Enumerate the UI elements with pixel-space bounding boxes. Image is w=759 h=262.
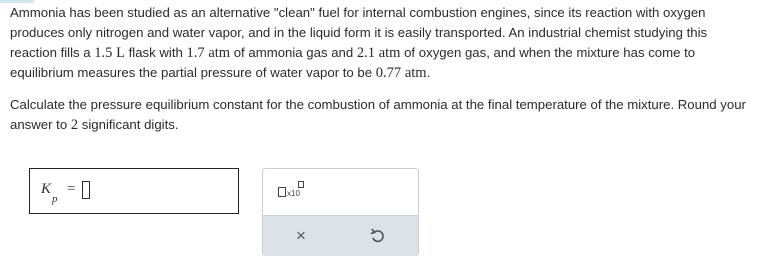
problem-paragraph-1: [10, 3, 752, 83]
oxygen-pressure: 2.1: [356, 45, 376, 61]
kp-symbol: K: [41, 181, 52, 197]
kp-subscript: p: [52, 193, 58, 205]
flask-unit: L: [116, 45, 125, 61]
water-unit: atm: [404, 65, 427, 81]
equals-sign: =: [67, 181, 76, 197]
problem-text: of oxygen gas, and when the mixture has come to equilibrium measures the partial pressure of water vapor to be: [10, 45, 696, 80]
water-pressure: 0.77: [375, 65, 402, 81]
flask-volume: 1.5: [94, 45, 113, 61]
clear-button[interactable]: [291, 226, 311, 246]
problem-text: Calculate the pressure equilibrium constant for the combustion of ammonia at the final temperature of the mixture. Round your answer to: [10, 97, 746, 132]
problem-paragraph-2: [10, 95, 752, 135]
problem-statement: [10, 3, 752, 135]
ammonia-pressure: 1.7: [186, 45, 205, 61]
tool-panel: [262, 168, 419, 256]
close-icon: ×: [296, 226, 306, 245]
problem-text: flask with: [124, 45, 187, 60]
sci-x10-label: x10: [287, 189, 300, 198]
problem-text: .: [426, 65, 431, 80]
answer-input[interactable]: [82, 181, 90, 199]
sig-figs: 2: [70, 117, 79, 133]
tool-footer: [263, 215, 418, 256]
problem-text: Ammonia has been studied as an alternative "clean" fuel for internal combustion engines, since its reaction with oxygen produces only nitrogen and water vapor, and in the liquid form it is easily transported. An industrial chemist studying this reaction fills a: [10, 5, 708, 60]
problem-text: significant digits.: [78, 117, 179, 132]
problem-text: of ammonia gas and: [230, 45, 357, 60]
scientific-notation-button[interactable]: [278, 181, 308, 201]
answer-box: [29, 168, 239, 214]
sci-exponent-box: [298, 181, 304, 188]
undo-icon: [368, 226, 388, 246]
undo-button[interactable]: [368, 226, 388, 246]
sci-base-box: [278, 187, 286, 197]
oxygen-unit: atm: [378, 45, 401, 61]
ammonia-unit: atm: [208, 45, 231, 61]
